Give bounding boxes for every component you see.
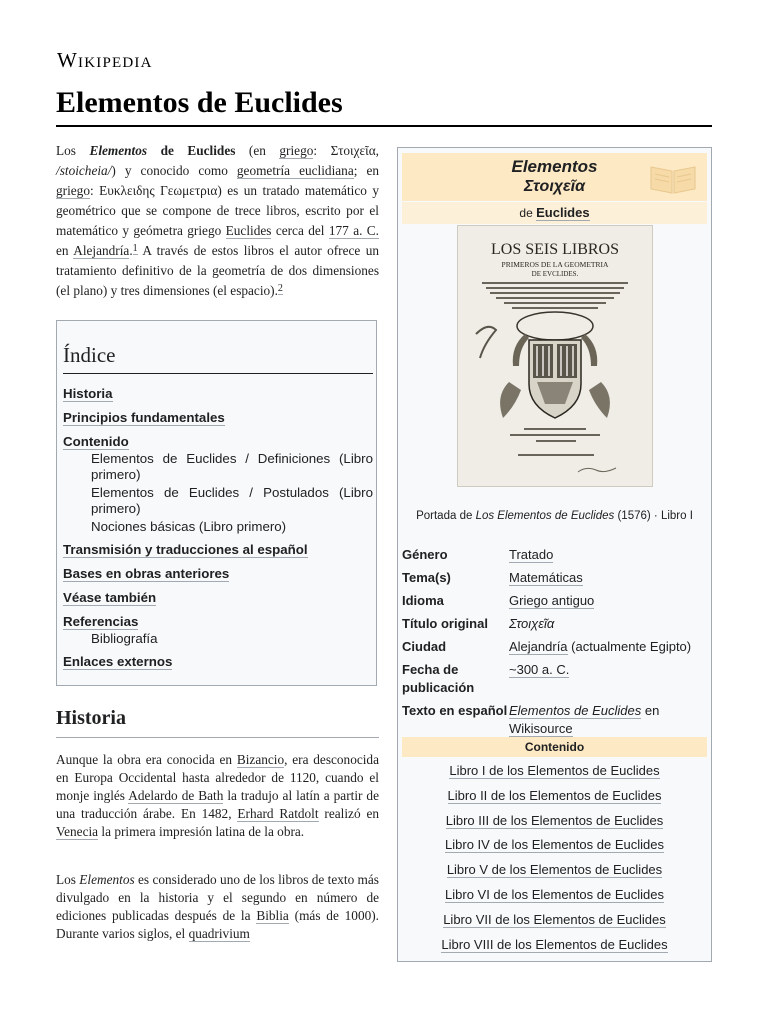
link-177-ac[interactable]: 177 a. C. <box>328 223 380 238</box>
link-elementos-wikisource[interactable]: Elementos de Euclides <box>509 703 642 718</box>
link-geometria-euclidiana[interactable]: geometría euclidiana <box>236 163 354 178</box>
link-griego-antiguo[interactable]: Griego antiguo <box>509 593 595 608</box>
infobox-label: Texto en español <box>402 703 508 718</box>
link-alejandria[interactable]: Alejandría <box>73 243 130 258</box>
infobox-value <box>509 659 707 700</box>
book-link[interactable]: Libro I de los Elementos de Euclides <box>449 763 660 778</box>
link-erhard-ratdolt[interactable]: Erhard Ratdolt <box>237 806 319 821</box>
infobox-row-ciudad <box>402 636 707 659</box>
infobox-title-greek: Στοιχεῖα <box>523 178 586 195</box>
toc-item <box>63 433 373 535</box>
infobox-value <box>509 590 707 613</box>
book-link[interactable]: Libro VIII de los Elementos de Euclides <box>441 936 668 952</box>
cover-caption: Portada de Los Elementos de Euclides (1576) · Libro I <box>416 510 693 522</box>
table-of-contents <box>56 320 377 686</box>
infobox-title: Elementos <box>511 157 598 176</box>
infobox-row-idioma <box>402 590 707 613</box>
infobox-author: de Euclides <box>402 202 707 224</box>
toc-sublist <box>63 631 373 647</box>
book-list-item <box>402 786 707 811</box>
infobox-value <box>509 544 707 567</box>
infobox-row-titulo-original <box>402 613 707 636</box>
book-link[interactable]: Libro II de los Elementos de Euclides <box>447 787 662 803</box>
svg-text:DE EVCLIDES.: DE EVCLIDES. <box>531 270 579 278</box>
infobox-value: Elementos de Euclides en Wikisource <box>509 703 660 736</box>
svg-text:LOS SEIS LIBROS: LOS SEIS LIBROS <box>490 241 620 258</box>
book-link[interactable]: Libro V de los Elementos de Euclides <box>446 862 663 878</box>
infobox-books-list <box>402 761 707 959</box>
infobox-value: Στοιχεῖα <box>509 616 555 631</box>
infobox <box>397 147 712 962</box>
infobox-table <box>402 544 707 741</box>
toc-link[interactable]: Enlaces externos <box>63 654 173 669</box>
infobox-section-contenido: Contenido <box>402 737 707 757</box>
toc-link[interactable]: Bases en obras anteriores <box>63 566 230 581</box>
book-list-item <box>402 811 707 836</box>
toc-item <box>63 409 373 427</box>
infobox-row-fecha <box>402 659 707 700</box>
infobox-label: Género <box>402 547 448 562</box>
toc-link[interactable]: Transmisión y traducciones al español <box>63 542 308 557</box>
toc-title: Índice <box>63 343 116 367</box>
intro-paragraph: Los Elementos de Euclides (en griego: Στοιχεῖα, /stoicheia/) y conocido como geometría euclidiana; en griego: Ευκλειδης Γεωμετρια) es un tratado matemático y geométrico que se compone de trece libros, escrito por el matemático y geómetra griego Euclides cerca del 177 a. C. en Alejandría.$^1$ A través de estos libros el autor ofrece un tratamiento definitivo de la geometría de dos dimensiones (el plano) y tres dimensiones (el espacio).$^2$ <box>56 143 380 298</box>
toc-item <box>63 653 373 671</box>
infobox-label: Ciudad <box>402 639 447 654</box>
toc-link[interactable]: Principios fundamentales <box>63 410 225 425</box>
infobox-row-texto-espanol <box>402 700 707 741</box>
section-heading-historia: Historia <box>56 707 126 729</box>
toc-sublist <box>63 451 373 535</box>
link-alejandria-infobox[interactable]: Alejandría <box>509 639 568 654</box>
svg-text:PRIMEROS DE LA GEOMETRIA: PRIMEROS DE LA GEOMETRIA <box>501 260 609 269</box>
book-link[interactable]: Libro VII de los Elementos de Euclides <box>443 911 666 927</box>
title-divider <box>56 125 712 127</box>
toc-item <box>63 385 373 403</box>
reference-1[interactable]: 1 <box>132 243 138 254</box>
link-griego-2[interactable]: griego <box>56 183 90 198</box>
toc-item <box>63 589 373 607</box>
toc-subitem[interactable]: Nociones básicas (Libro primero) <box>91 519 287 534</box>
book-list-item <box>402 910 707 935</box>
toc-subitem[interactable]: Elementos de Euclides / Postulados (Libro primero) <box>91 485 373 516</box>
infobox-header <box>402 153 707 201</box>
toc-item <box>63 613 373 647</box>
infobox-label: Título original <box>402 616 488 631</box>
link-matematicas[interactable]: Matemáticas <box>509 570 583 585</box>
infobox-row-genero <box>402 544 707 567</box>
book-list-item <box>402 835 707 860</box>
link-300-ac[interactable]: ~300 a. C. <box>509 662 570 677</box>
wikipedia-wordmark[interactable]: Wikipedia <box>57 48 153 72</box>
toc-list <box>63 379 373 671</box>
book-list-item <box>402 860 707 885</box>
link-author-euclides[interactable]: Euclides <box>536 205 590 220</box>
infobox-row-tema <box>402 567 707 590</box>
toc-item <box>63 541 373 559</box>
toc-link[interactable]: Historia <box>63 386 113 401</box>
book-list-item <box>402 935 707 960</box>
toc-subitem[interactable]: Elementos de Euclides / Definiciones (Libro primero) <box>91 451 373 482</box>
toc-item <box>63 565 373 583</box>
book-list-item <box>402 761 707 786</box>
toc-divider <box>63 373 373 374</box>
historia-paragraph-1: Aunque la obra era conocida en Bizancio, era desconocida en Europa Occidental hasta alrededor de 1120, cuando el monje inglés Adelardo de Bath la tradujo al latín a partir de una traducción árabe. En 1482, Erhard Ratdolt realizó en Venecia la primera impresión latina de la obra. <box>56 752 380 839</box>
infobox-label: Idioma <box>402 593 444 608</box>
link-adelardo-de-bath[interactable]: Adelardo de Bath <box>128 788 224 803</box>
book-link[interactable]: Libro IV de los Elementos de Euclides <box>445 837 664 853</box>
link-bizancio[interactable]: Bizancio <box>236 752 285 767</box>
toc-link[interactable]: Véase también <box>63 590 157 605</box>
book-list-item <box>402 885 707 910</box>
infobox-value: Alejandría (actualmente Egipto) <box>509 639 692 654</box>
link-griego[interactable]: griego <box>279 143 314 158</box>
link-quadrivium[interactable]: quadrivium <box>188 926 250 941</box>
toc-link[interactable]: Referencias <box>63 614 139 629</box>
link-biblia[interactable]: Biblia <box>256 908 289 923</box>
link-tratado[interactable]: Tratado <box>509 547 554 562</box>
open-book-icon <box>647 159 699 197</box>
toc-subitem[interactable]: Bibliografía <box>91 631 158 646</box>
reference-2[interactable]: 2 <box>277 283 283 294</box>
book-link[interactable]: Libro III de los Elementos de Euclides <box>445 812 664 828</box>
infobox-label: Tema(s) <box>402 570 451 585</box>
book-link[interactable]: Libro VI de los Elementos de Euclides <box>445 886 664 902</box>
section-divider <box>56 737 379 738</box>
page-title: Elementos de Euclides <box>56 86 343 119</box>
historia-paragraph-2: Los Elementos es considerado uno de los libros de texto más divulgado en la historia y el segundo en número de ediciones publicadas después de la Biblia (más de 1000). Durante varios siglos, el quadrivium <box>56 872 379 941</box>
link-wikisource[interactable]: Wikisource <box>509 721 573 736</box>
link-venecia[interactable]: Venecia <box>56 824 99 839</box>
toc-link[interactable]: Contenido <box>63 434 129 449</box>
cover-image[interactable] <box>457 225 653 487</box>
infobox-value <box>509 567 707 590</box>
infobox-label: Fecha de publicación <box>402 662 475 695</box>
link-euclides[interactable]: Euclides <box>225 223 272 238</box>
